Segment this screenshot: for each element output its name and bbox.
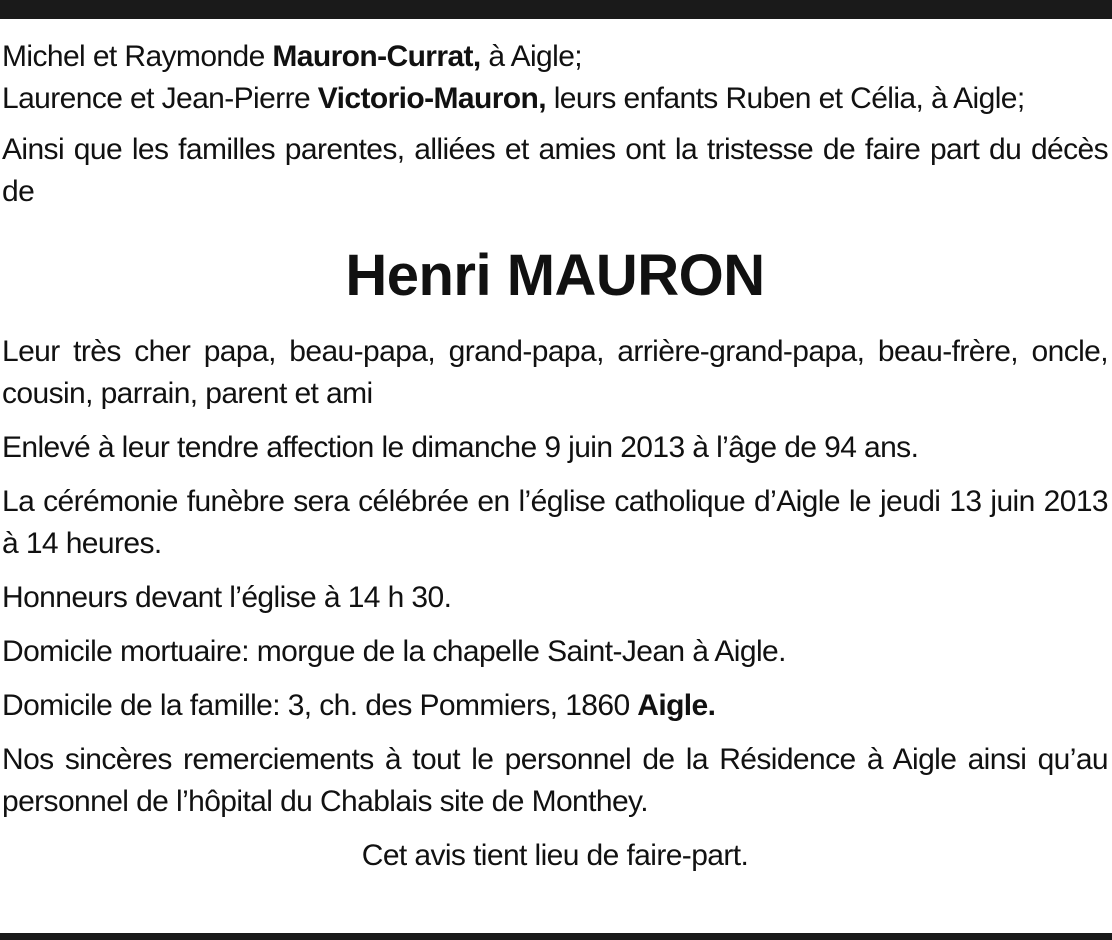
family-line-1-suffix: à Aigle; — [480, 40, 583, 73]
family-name-victorio-mauron: Victorio-Mauron, — [317, 82, 546, 115]
thanks-paragraph: Nos sincères remerciements à tout le personnel de la Résidence à Aigle ainsi qu’au personnel de l’hôpital du Chablais site de Monthey. — [2, 743, 1108, 818]
family-line-mauron-currat — [2, 36, 1108, 78]
family-line-1-prefix: Michel et Raymonde — [2, 40, 273, 73]
intro-paragraph: Ainsi que les familles parentes, alliées et amies ont la tristesse de faire part du décès de — [2, 133, 1108, 208]
obituary-notice — [2, 36, 1108, 877]
relations-paragraph: Leur très cher papa, beau-papa, grand-papa, arrière-grand-papa, beau-frère, oncle, cousin, parrain, parent et ami — [2, 335, 1108, 410]
family-home-city: Aigle. — [637, 689, 716, 722]
bottom-border-rule — [0, 933, 1112, 940]
top-border-rule — [0, 0, 1112, 19]
family-home-paragraph — [2, 685, 1108, 727]
honours-paragraph: Honneurs devant l’église à 14 h 30. — [2, 581, 452, 614]
family-line-2-suffix: leurs enfants Ruben et Célia, à Aigle; — [546, 82, 1025, 115]
mortuary-paragraph: Domicile mortuaire: morgue de la chapelle Saint-Jean à Aigle. — [2, 635, 786, 668]
closing-line: Cet avis tient lieu de faire-part. — [361, 839, 749, 872]
family-name-mauron-currat: Mauron-Currat, — [272, 40, 481, 73]
deceased-name: Henri MAURON — [345, 243, 765, 308]
family-home-address: Domicile de la famille: 3, ch. des Pommiers, 1860 — [2, 689, 638, 722]
ceremony-paragraph: La cérémonie funèbre sera célébrée en l’église catholique d’Aigle le jeudi 13 juin 2013 à 14 heures. — [2, 485, 1108, 560]
family-line-victorio-mauron — [2, 78, 1108, 120]
death-notice-paragraph: Enlevé à leur tendre affection le dimanche 9 juin 2013 à l’âge de 94 ans. — [2, 431, 919, 464]
family-line-2-prefix: Laurence et Jean-Pierre — [2, 82, 318, 115]
